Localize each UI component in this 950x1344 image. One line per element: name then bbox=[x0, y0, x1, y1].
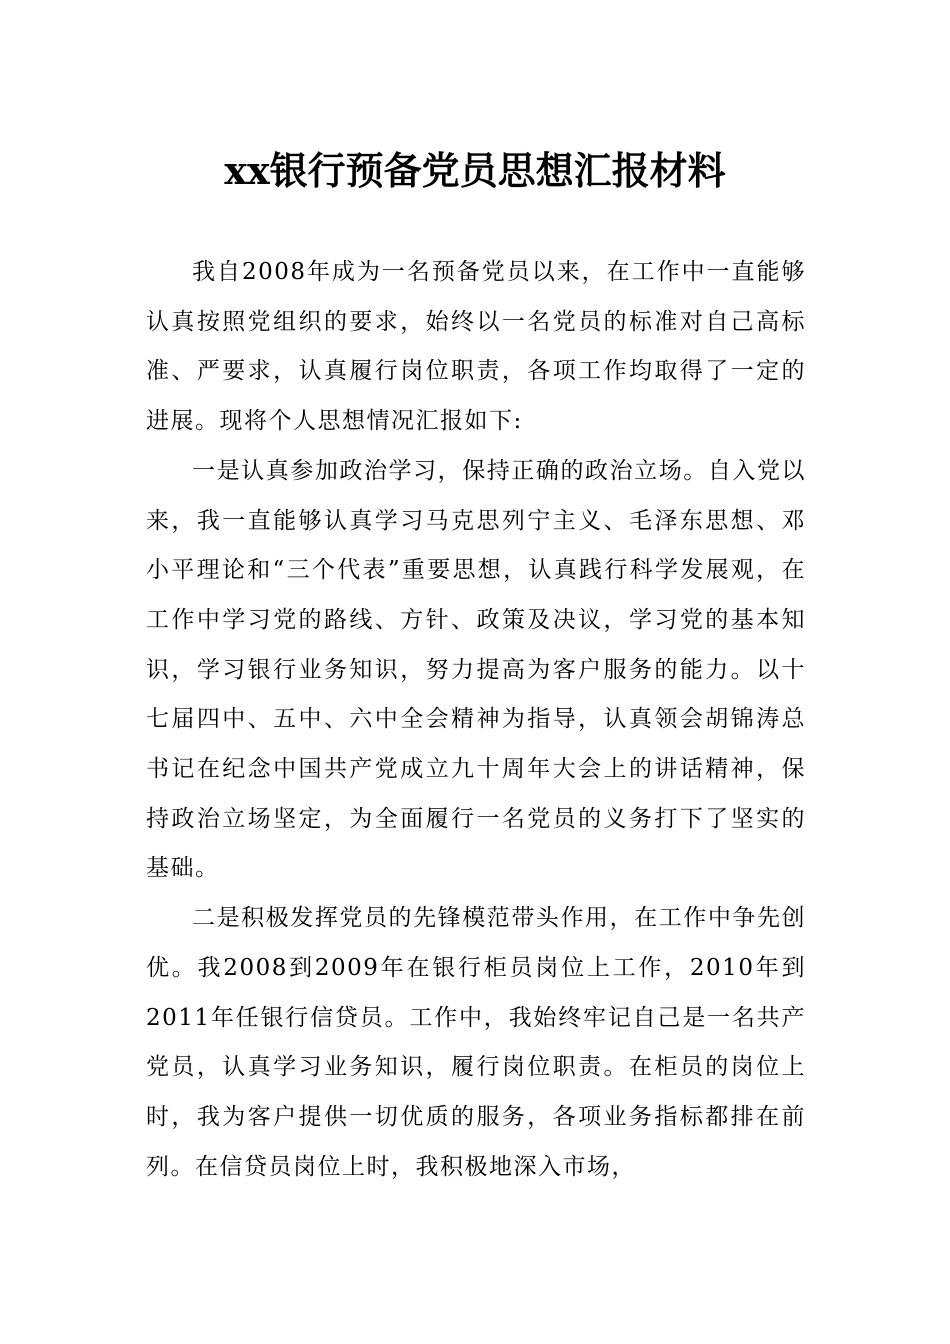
paragraph-political-study: 一是认真参加政治学习，保持正确的政治立场。自入党以来，我一直能够认真学习马克思列宁主义、毛泽东思想、邓小平理论和“三个代表”重要思想，认真践行科学发展观，在工作中学习党的路线、方针、政策及决议，学习党的基本知识，学习银行业务知识，努力提高为客户服务的能力。以十七届四中、五中、六中全会精神为指导，认真领会胡锦涛总书记在纪念中国共产党成立九十周年大会上的讲话精神，保持政治立场坚定，为全面履行一名党员的义务打下了坚实的基础。 bbox=[146, 457, 806, 882]
document-body bbox=[146, 248, 806, 1192]
document-title: xx银行预备党员思想汇报材料 bbox=[224, 148, 726, 193]
paragraph-vanguard-role: 二是积极发挥党员的先锋模范带头作用，在工作中争先创优。我2008到2009年在银行柜员岗位上工作，2010年到2011年任银行信贷员。工作中，我始终牢记自己是一名共产党员，认真学习业务知识，履行岗位职责。在柜员的岗位上时，我为客户提供一切优质的服务，各项业务指标都排在前列。在信贷员岗位上时，我积极地深入市场， bbox=[146, 905, 806, 1180]
paragraph-intro: 我自2008年成为一名预备党员以来，在工作中一直能够认真按照党组织的要求，始终以一名党员的标准对自己高标准、严要求，认真履行岗位职责，各项工作均取得了一定的进展。现将个人思想情况汇报如下: bbox=[146, 259, 806, 435]
